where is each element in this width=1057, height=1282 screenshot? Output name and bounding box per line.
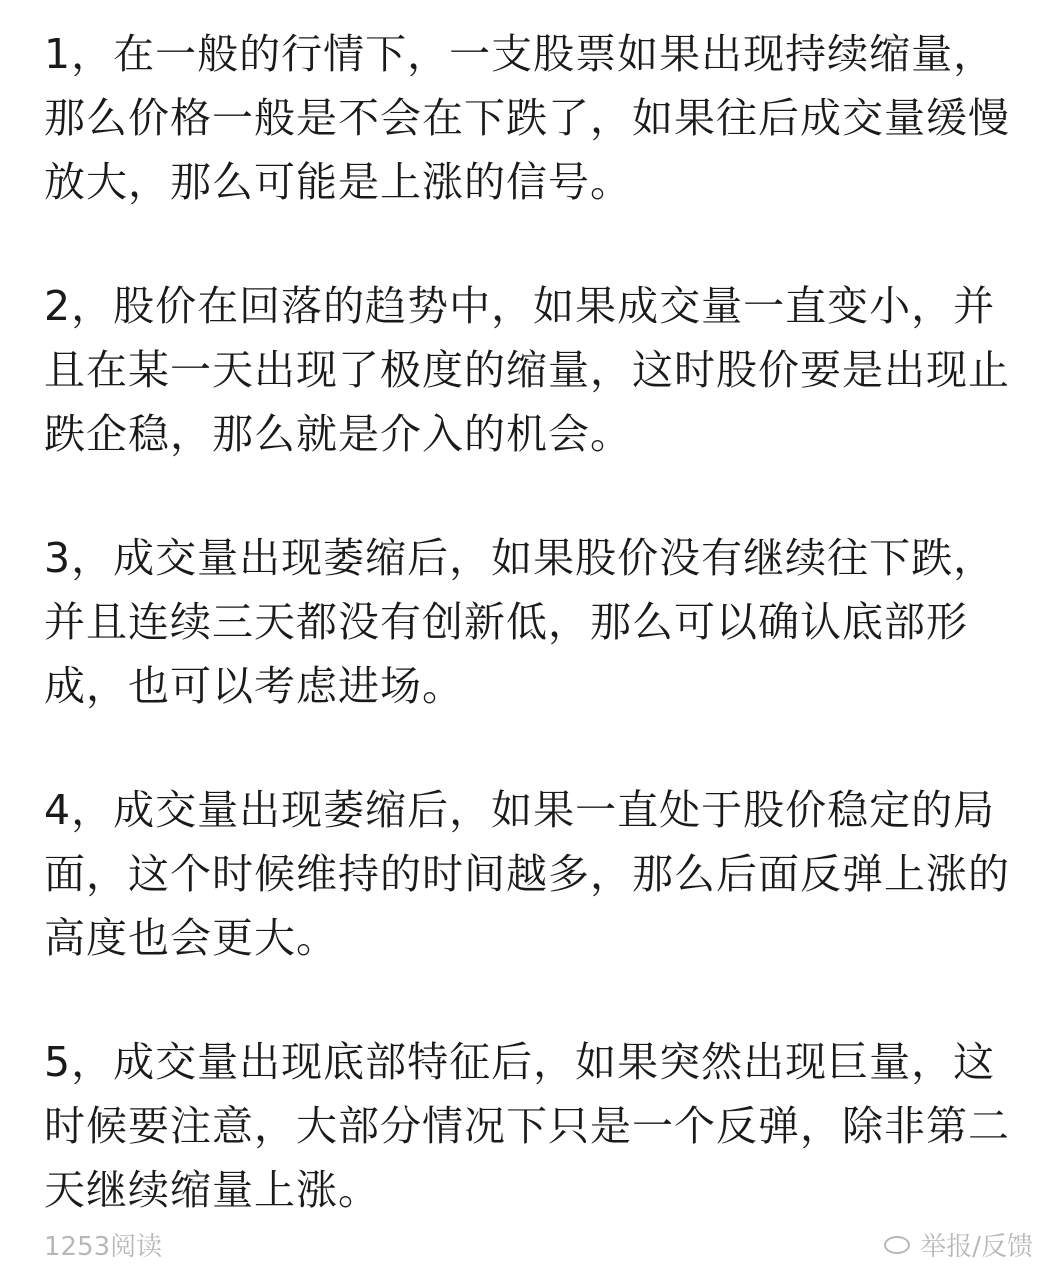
article-body xyxy=(44,22,1024,1282)
article-footer xyxy=(44,1226,1033,1262)
report-feedback-link[interactable] xyxy=(884,1226,1033,1263)
report-icon xyxy=(884,1236,910,1254)
paragraph-5: 5，成交量出现底部特征后，如果突然出现巨量，这时候要注意，大部分情况下只是一个反弹，除非第二天继续缩量上涨。 xyxy=(44,1038,1010,1214)
paragraph-2: 2，股价在回落的趋势中，如果成交量一直变小，并且在某一天出现了极度的缩量，这时股价要是出现止跌企稳，那么就是介入的机会。 xyxy=(44,282,1010,458)
report-feedback-label: 举报/反馈 xyxy=(920,1232,1033,1262)
paragraph-4: 4，成交量出现萎缩后，如果一直处于股价稳定的局面，这个时候维持的时间越多，那么后面反弹上涨的高度也会更大。 xyxy=(44,786,1010,962)
paragraph-1: 1，在一般的行情下，一支股票如果出现持续缩量，那么价格一般是不会在下跌了，如果往后成交量缓慢放大，那么可能是上涨的信号。 xyxy=(44,30,1010,206)
paragraph-3: 3，成交量出现萎缩后，如果股价没有继续往下跌，并且连续三天都没有创新低，那么可以确认底部形成，也可以考虑进场。 xyxy=(44,534,996,710)
read-count: 1253阅读 xyxy=(44,1232,163,1262)
